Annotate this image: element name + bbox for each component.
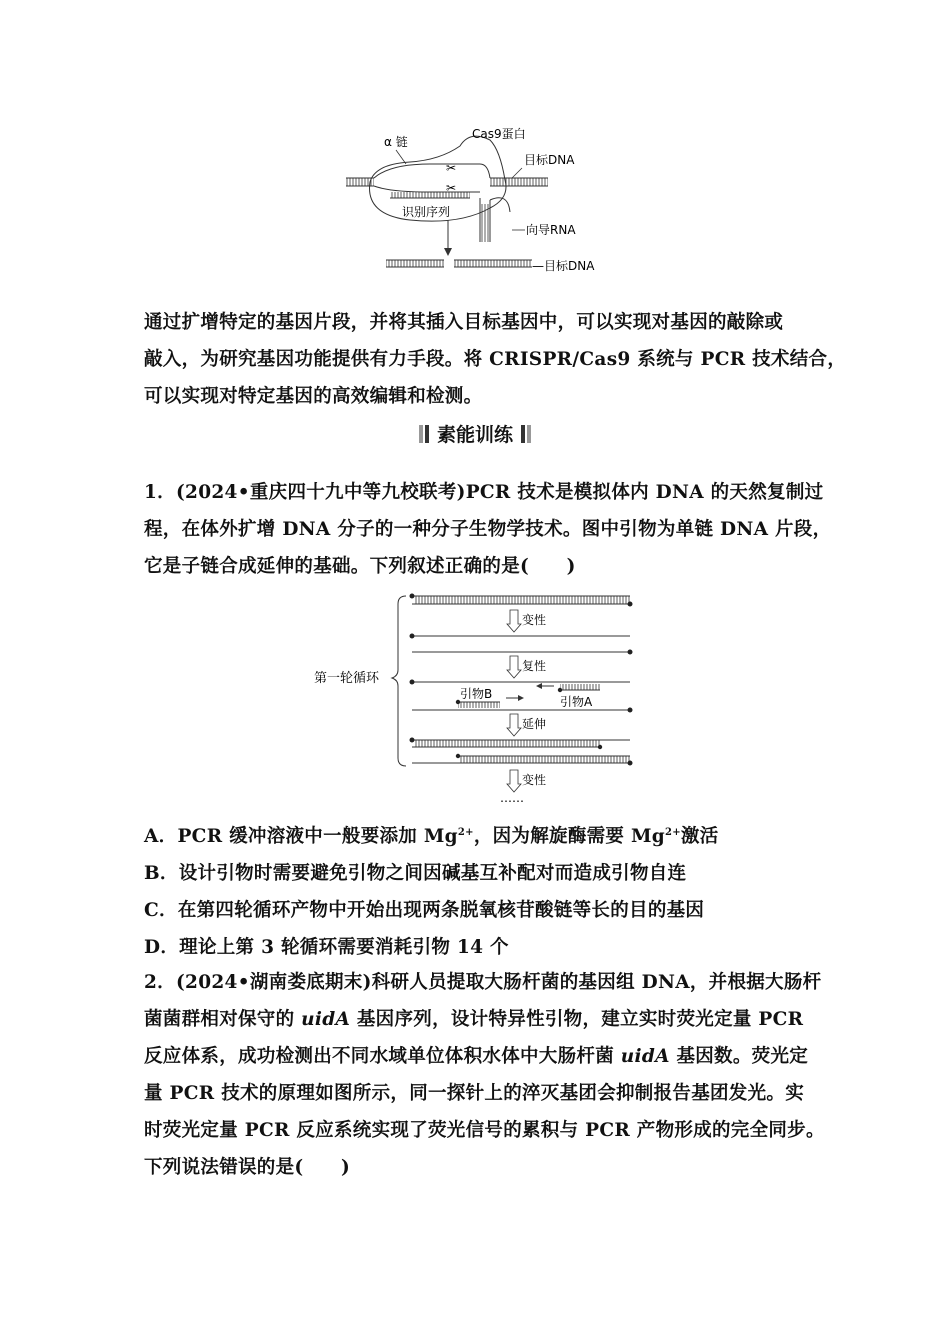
q1-line: 它是子链合成延伸的基础。下列叙述正确的是( ) [144,556,576,577]
ellipsis: …… [500,791,524,805]
q2-line: 下列说法错误的是( ) [144,1157,351,1178]
q2-line: 量 PCR 技术的原理如图所示，同一探针上的淬灭基团会抑制报告基团发光。实 [144,1083,804,1104]
option-a-sup: 2+ [457,826,474,838]
option-d: D．理论上第 3 轮循环需要消耗引物 14 个 [144,937,509,958]
section-title-text: 素能训练 [436,424,513,446]
alpha-chain-label: α 链 [384,135,408,149]
question-2-stem [144,964,824,1186]
option-a-text: A．PCR 缓冲溶液中一般要添加 Mg [144,826,458,847]
denature2-label: 变性 [522,773,547,787]
anneal-label: 复性 [522,659,547,673]
q2-line: 反应体系，成功检测出不同水域单位体积水体中大肠杆菌 uidA 基因数。荧光定 [144,1046,809,1067]
section-title [0,420,950,447]
option-a [144,822,719,848]
option-b: B．设计引物时需要避免引物之间因碱基互补配对而造成引物自连 [144,863,687,884]
intro-paragraph [144,304,847,415]
intro-line: 通过扩增特定的基因片段，并将其插入目标基因中，可以实现对基因的敲除或 [144,312,784,333]
q2-line: 时荧光定量 PCR 反应系统实现了荧光信号的累积与 PCR 产物形成的完全同步。 [144,1120,825,1141]
pcr-cycle-diagram [310,590,640,805]
scissors-icon: ✂ [446,161,457,175]
cas9-label: Cas9蛋白 [472,127,526,141]
extend-label: 延伸 [522,717,547,731]
option-a-text: ，因为解旋酶需要 Mg [473,826,665,847]
option-a-sup: 2+ [664,826,681,838]
intro-line: 可以实现对特定基因的高效编辑和检测。 [144,386,483,407]
scissors-icon: ✂ [446,181,457,195]
question-1-stem [144,474,832,585]
denature-label: 变性 [522,613,547,627]
cycle-label: 第一轮循环 [314,671,380,686]
recognition-label: 识别序列 [402,205,451,219]
target-dna-bottom-label: —目标DNA [532,259,595,273]
option-a-text: 激活 [680,826,719,847]
target-dna-label: 目标DNA [524,153,575,167]
q1-line: 程，在体外扩增 DNA 分子的一种分子生物学技术。图中引物为单链 DNA 片段， [144,519,832,540]
q2-line: 2．(2024•湖南娄底期末)科研人员提取大肠杆菌的基因组 DNA，并根据大肠杆 [144,972,822,993]
intro-line: 敲入，为研究基因功能提供有力手段。将 CRISPR/Cas9 系统与 PCR 技术结合， [144,349,847,370]
guide-rna-label: 向导RNA [526,223,576,237]
option-c: C．在第四轮循环产物中开始出现两条脱氧核苷酸链等长的目的基因 [144,900,705,921]
primer-a-label: 引物A [560,695,593,709]
crispr-cas9-diagram [340,120,620,280]
primer-b-label: 引物B [460,687,493,701]
q2-line: 菌菌群相对保守的 uidA 基因序列，设计特异性引物，建立实时荧光定量 PCR [144,1009,804,1030]
q1-line: 1．(2024•重庆四十九中等九校联考)PCR 技术是模拟体内 DNA 的天然复制过 [144,482,824,503]
